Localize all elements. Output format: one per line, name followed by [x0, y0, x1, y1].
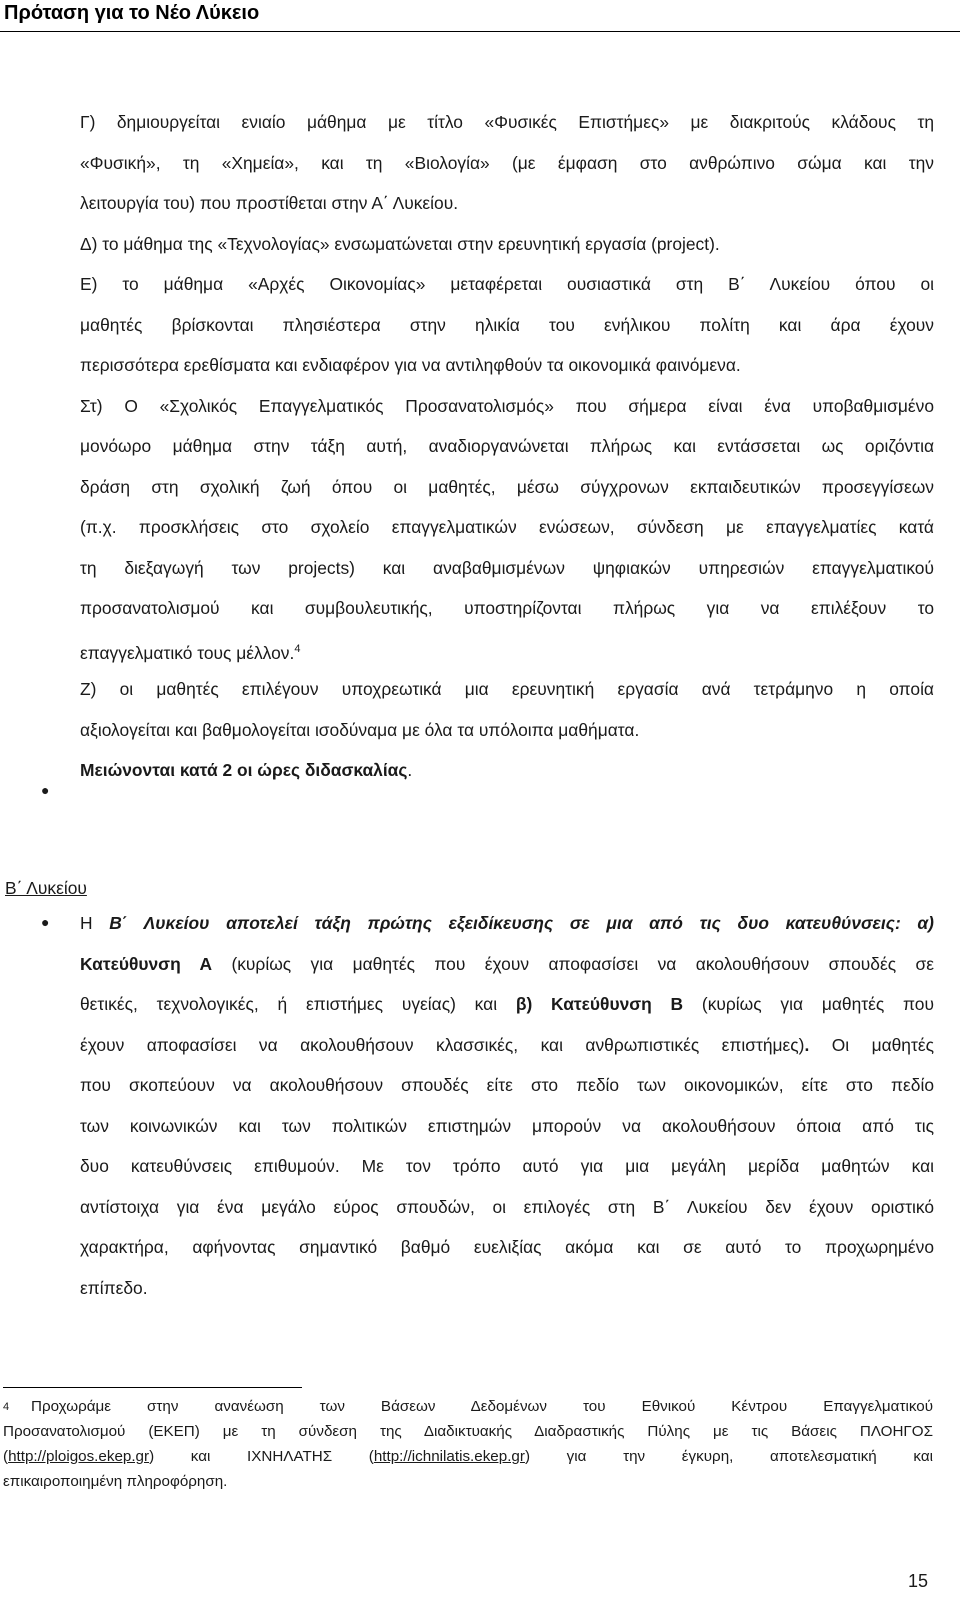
footnote-ref: 4 [294, 642, 301, 655]
text-line [80, 1033, 934, 1074]
text-line [80, 952, 934, 993]
section-b-heading: Β΄ Λυκείου [5, 878, 87, 898]
text-segment: ( [3, 1448, 9, 1465]
bullet-dot: ● [41, 914, 50, 930]
text-line: επίπεδο. [80, 1277, 148, 1298]
text-line: δυο κατευθύνσεις επιθυμούν. Με τον τρόπο αυτό για μια μεγάλη μερίδα μαθητών και [80, 1156, 934, 1176]
footnote-separator [3, 1387, 302, 1388]
text-segment-bold: Β΄ Λυκείου αποτελεί τάξη πρώτης εξειδίκευσης σε μια από τις δυο κατευθύνσεις: α) [109, 913, 934, 933]
text-segment: θετικές, τεχνολογικές, ή επιστήμες υγείας) και [80, 994, 516, 1014]
text-line: Ζ) οι μαθητές επιλέγουν υποχρεωτικά μια ερευνητική εργασία ανά τετράμηνο η οποία [80, 679, 934, 699]
text-line: μονόωρο μάθημα στην τάξη αυτή, αναδιοργανώνεται πλήρως και εντάσσεται ως οριζόντια [80, 436, 934, 456]
text-segment: Οι μαθητές [809, 1034, 934, 1055]
text-segment: ) για την έγκυρη, αποτελεσματική και [524, 1448, 933, 1465]
text-segment-bold: . [804, 1034, 810, 1055]
link-ichnilatis[interactable]: http://ichnilatis.ekep.gr [373, 1448, 525, 1465]
text-segment: . [407, 760, 413, 780]
text-line: προσανατολισμού και συμβουλευτικής, υποστηρίζονται πλήρως για να επιλέξουν το [80, 598, 934, 618]
text-line: λειτουργία του) που προστίθεται στην Α΄ Λυκείου. [80, 193, 459, 213]
text-line: αξιολογείται και βαθμολογείται ισοδύναμα με όλα τα υπόλοιπα μαθήματα. [80, 719, 640, 740]
text-line: «Φυσική», τη «Χημεία», και τη «Βιολογία» (με έμφαση στο ανθρώπινο σώμα και την [80, 152, 934, 173]
text-segment: επαγγελματικό τους μέλλον. [80, 642, 295, 663]
text-line: χαρακτήρα, αφήνοντας σημαντικό βαθμό ευελιξίας ακόμα και σε αυτό το προχωρημένο [80, 1237, 934, 1257]
text-line: δράση στη σχολική ζωή όπου οι μαθητές, μέσω σύγχρονων εκπαιδευτικών προσεγγίσεων [80, 476, 934, 497]
text-line: των κοινωνικών και των πολιτικών επιστημών μπορούν να ακολουθήσουν όποια από τις [80, 1115, 934, 1136]
text-segment-bold: β) Κατεύθυνση Β [515, 994, 684, 1014]
text-segment: έχουν αποφασίσει να ακολουθήσουν κλασσικές, και ανθρωπιστικές επιστήμες) [80, 1034, 805, 1055]
text-line: Στ) Ο «Σχολικός Επαγγελματικός Προσανατολισμός» που σήμερα είναι ένα υποβαθμισμένο [80, 395, 934, 416]
section-b [80, 911, 934, 1316]
text-line: Ε) το μάθημα «Αρχές Οικονομίας» μεταφέρεται ουσιαστικά στη Β΄ Λυκείου όπου οι [80, 274, 934, 294]
section-a [80, 110, 934, 799]
text-segment: ) και ΙΧΝΗΛΑΤΗΣ ( [149, 1448, 374, 1465]
text-line: που σκοπεύουν να ακολουθήσουν σπουδές είτε στο πεδίο των οικονομικών, είτε στο πεδίο [80, 1075, 934, 1095]
text-line: Γ) δημιουργείται ενιαίο μάθημα με τίτλο «Φυσικές Επιστήμες» με διακριτούς κλάδους τη [80, 112, 934, 132]
text-line [80, 637, 934, 678]
text-line: μαθητές βρίσκονται πλησιέστερα στην ηλικία του ενήλικου πολίτη και άρα έχουν [80, 314, 934, 335]
text-line: αντίστοιχα για ένα μεγάλο εύρος σπουδών, οι επιλογές στη Β΄ Λυκείου δεν έχουν οριστικό [80, 1196, 934, 1217]
text-line [80, 911, 934, 952]
text-line [80, 992, 934, 1033]
footnote-number: 4 [3, 1401, 10, 1413]
footnote-text: Προχωράμε στην ανανέωση των Βάσεων Δεδομένων του Εθνικού Κέντρου Επαγγελματικού [31, 1398, 933, 1415]
footnote [3, 1396, 933, 1496]
link-ploigos[interactable]: http://ploigos.ekep.gr [8, 1448, 150, 1465]
text-line: περισσότερα ερεθίσματα και ενδιαφέρον για να αντιληφθούν τα οικονομικά φαινόμενα. [80, 355, 741, 375]
text-line: Δ) το μάθημα της «Τεχνολογίας» ενσωματώνεται στην ερευνητική εργασία (project). [80, 233, 720, 254]
bullet-dot: ● [41, 782, 50, 798]
footnote-line: επικαιροποιημένη πληροφόρηση. [3, 1473, 228, 1490]
text-line: (π.χ. προσκλήσεις στο σχολείο επαγγελματικών ενώσεων, σύνδεση με επαγγελματίες κατά [80, 517, 934, 537]
text-line: τη διεξαγωγή των projects) και αναβαθμισμένων ψηφιακών υπηρεσιών επαγγελματικού [80, 557, 934, 578]
bullet-line [80, 758, 934, 799]
text-segment: (κυρίως για μαθητές που [683, 994, 934, 1014]
bullet-text-bold: Μειώνονται κατά 2 οι ώρες διδασκαλίας [80, 760, 408, 780]
text-segment: (κυρίως για μαθητές που έχουν αποφασίσει να ακολουθήσουν σπουδές σε [212, 953, 934, 974]
text-segment-bold: Κατεύθυνση Α [80, 953, 213, 974]
page-header [0, 0, 960, 32]
footnote-line [3, 1446, 933, 1471]
header-title: Πρόταση για το Νέο Λύκειο [4, 2, 260, 24]
footnote-line [3, 1396, 933, 1421]
page-number: 15 [908, 1571, 929, 1591]
footnote-line: Προσανατολισμού (ΕΚΕΠ) με τη σύνδεση της Διαδικτυακής Διαδραστικής Πύλης με τις Βάσεις ΠΛΟΗΓΟΣ [3, 1423, 933, 1440]
text-segment: Η [80, 913, 110, 933]
